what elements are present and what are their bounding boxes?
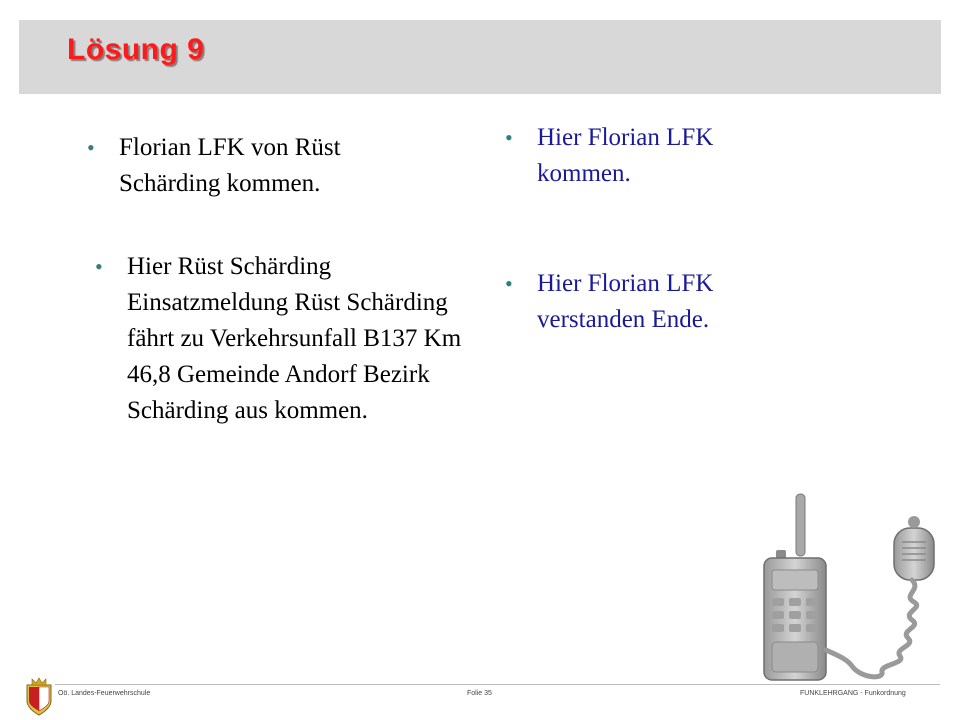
footer-right-text: FUNKLEHRGANG - Funkordnung <box>800 690 906 697</box>
bullet-text: Hier Florian LFK kommen. <box>537 124 714 187</box>
footer-divider <box>55 684 940 685</box>
bullet-item-right-1 <box>505 120 805 192</box>
coat-of-arms-icon <box>24 675 54 717</box>
bullet-icon: • <box>87 135 95 160</box>
bullet-item-left-1 <box>87 130 447 202</box>
footer-slide-number: Folie 35 <box>467 690 492 697</box>
handheld-radio-icon <box>752 490 942 690</box>
bullet-item-left-2 <box>95 249 475 429</box>
bullet-text: Florian LFK von Rüst Schärding kommen. <box>119 134 341 197</box>
bullet-text: Hier Florian LFK verstanden Ende. <box>537 270 714 333</box>
bullet-icon: • <box>95 254 103 279</box>
footer-left-text: Oö. Landes-Feuerwehrschule <box>58 690 151 697</box>
bullet-icon: • <box>505 271 513 296</box>
bullet-text: Hier Rüst Schärding Einsatzmeldung Rüst Schärding fährt zu Verkehrsunfall B137 Km 46,8 Gemeinde Andorf Bezirk Schärding aus kommen. <box>127 253 462 424</box>
bullet-item-right-2 <box>505 266 805 338</box>
slide-title: Lösung 9 <box>67 33 205 66</box>
bullet-icon: • <box>505 125 513 150</box>
